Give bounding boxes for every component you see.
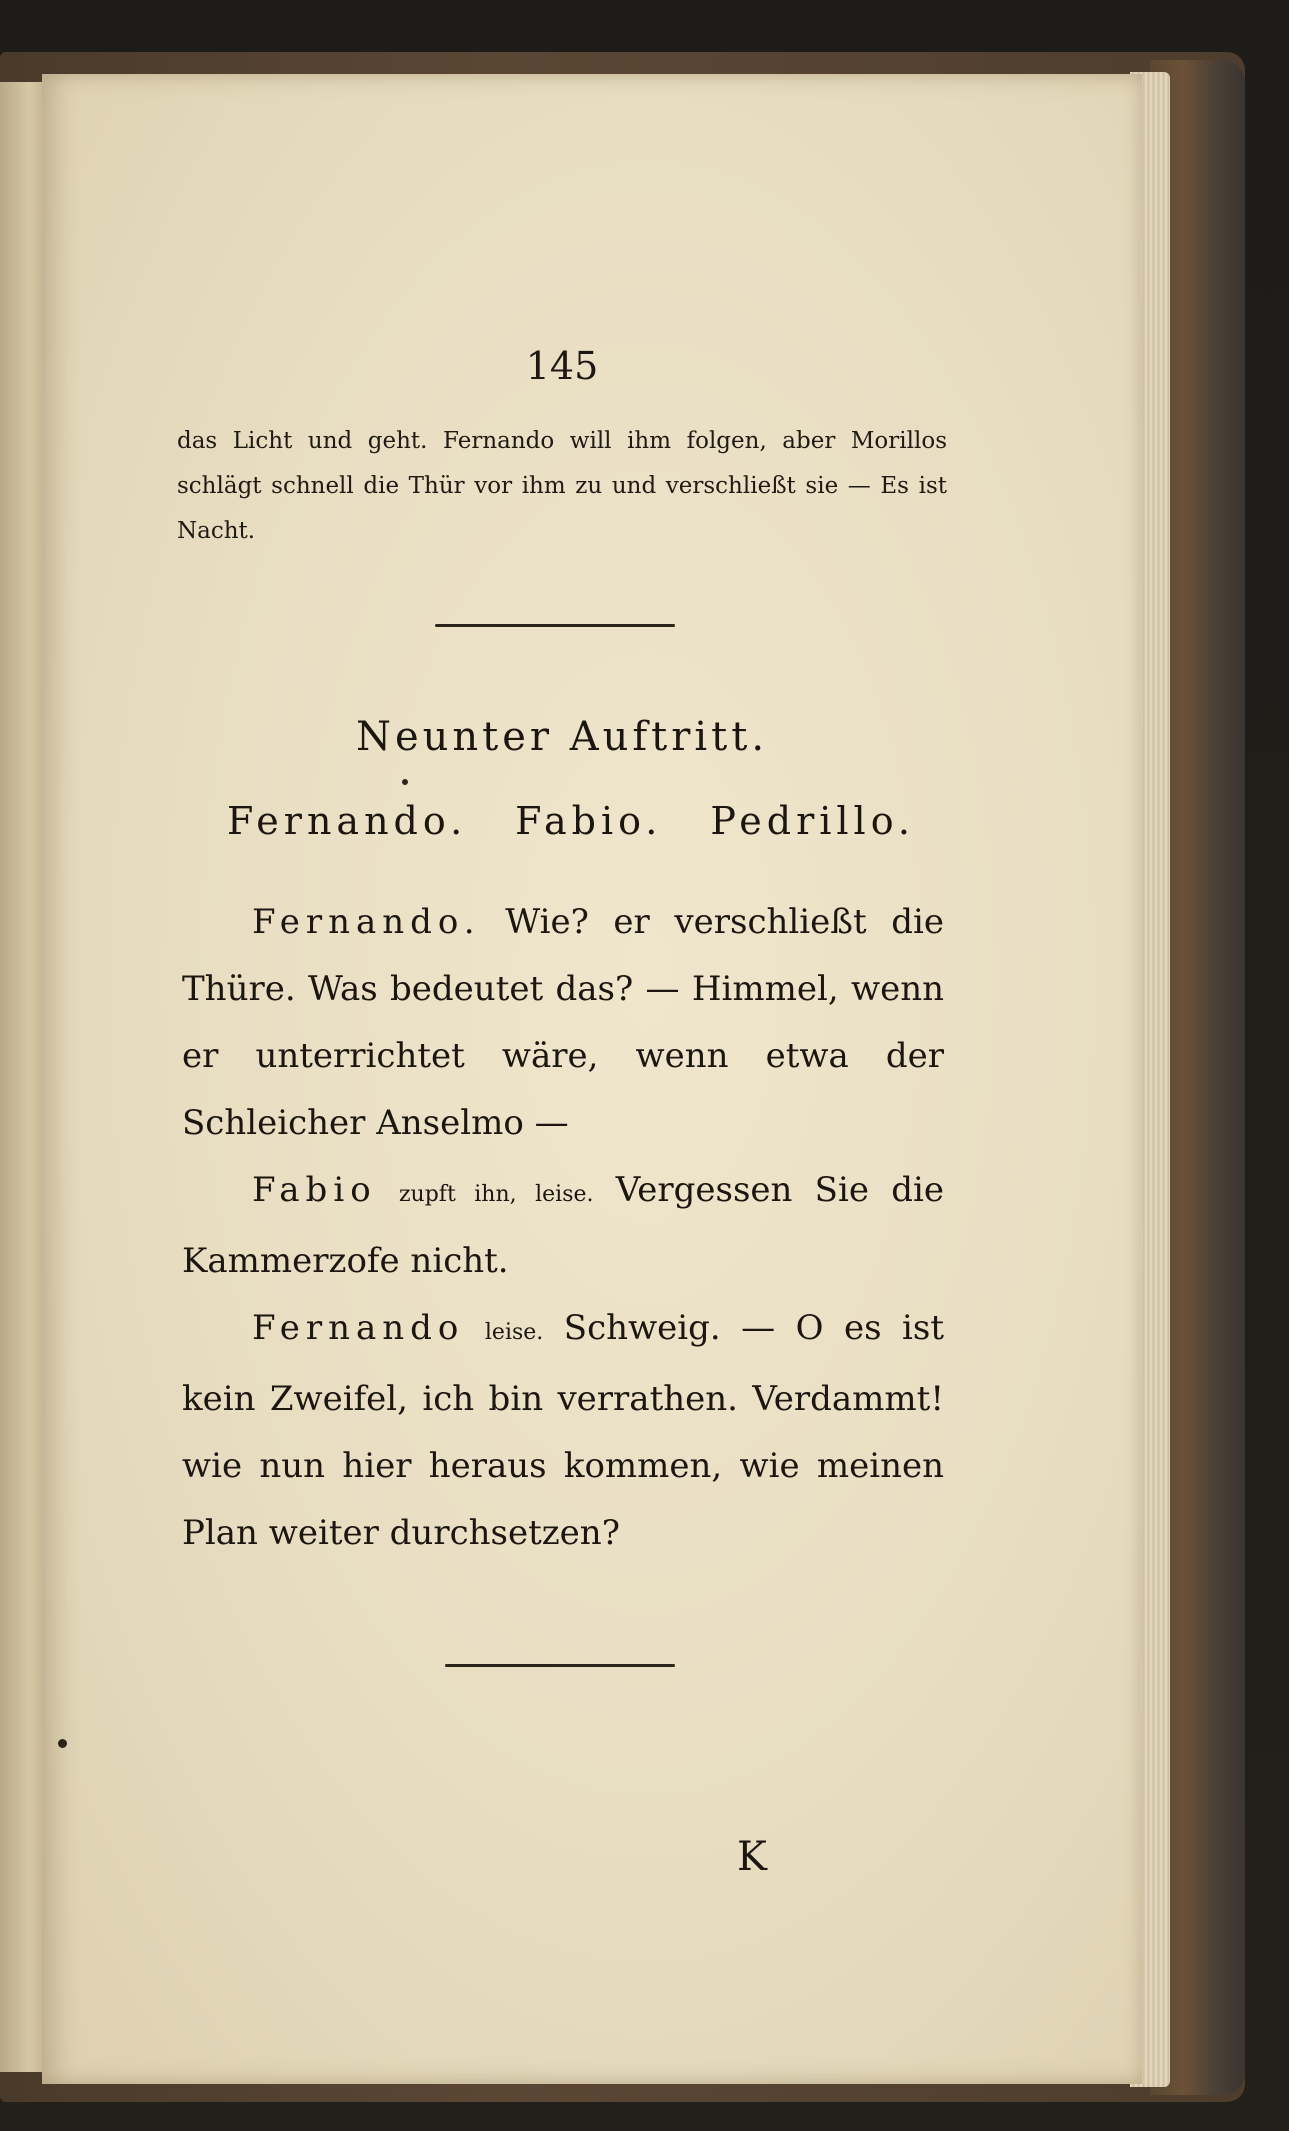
scene-title: Neunter Auftritt. xyxy=(355,714,769,760)
dialogue-text: Vergessen Sie die Kammerzofe nicht. xyxy=(182,1170,945,1281)
dialogue-text: Wie? er verschließt die Thüre. Was bedeutet das? — Himmel, wenn er unterrichtet wäre, wenn etwa der Schleicher Anselmo — xyxy=(182,902,945,1143)
page-number: 145 xyxy=(525,344,599,388)
section-divider xyxy=(445,1664,675,1667)
dialogue-line xyxy=(182,1157,944,1295)
stage-direction: das Licht und geht. Fernando will ihm folgen, aber Morillos schlägt schnell die Thür vor ihm zu und verschließt sie — Es ist Nacht. xyxy=(177,428,947,544)
section-divider xyxy=(435,624,675,627)
speaker-name: Fernando xyxy=(252,1308,465,1348)
character-list xyxy=(227,799,927,843)
character-name: Pedrillo. xyxy=(710,799,915,843)
character-name: Fabio. xyxy=(515,799,663,843)
character-name: Fernando. xyxy=(227,799,468,843)
dialogue-line xyxy=(182,1295,944,1567)
book-page xyxy=(42,74,1142,2084)
dialogue-line xyxy=(182,889,944,1157)
speaker-name: Fabio xyxy=(252,1170,377,1210)
stage-aside: leise. xyxy=(484,1320,544,1345)
signature-mark: K xyxy=(737,1834,767,1880)
ink-spot xyxy=(58,1739,67,1748)
stage-aside: zupft ihn, leise. xyxy=(398,1182,594,1207)
facing-page-edge xyxy=(0,82,42,2072)
speaker-name: Fernando. xyxy=(252,902,481,942)
dialogue-text: Schweig. — O es ist kein Zweifel, ich bin verrathen. Verdammt! wie nun hier heraus kommen, wie meinen Plan weiter durchsetzen? xyxy=(182,1308,945,1553)
ink-spot xyxy=(402,779,408,785)
dialogue-block xyxy=(182,889,944,1567)
